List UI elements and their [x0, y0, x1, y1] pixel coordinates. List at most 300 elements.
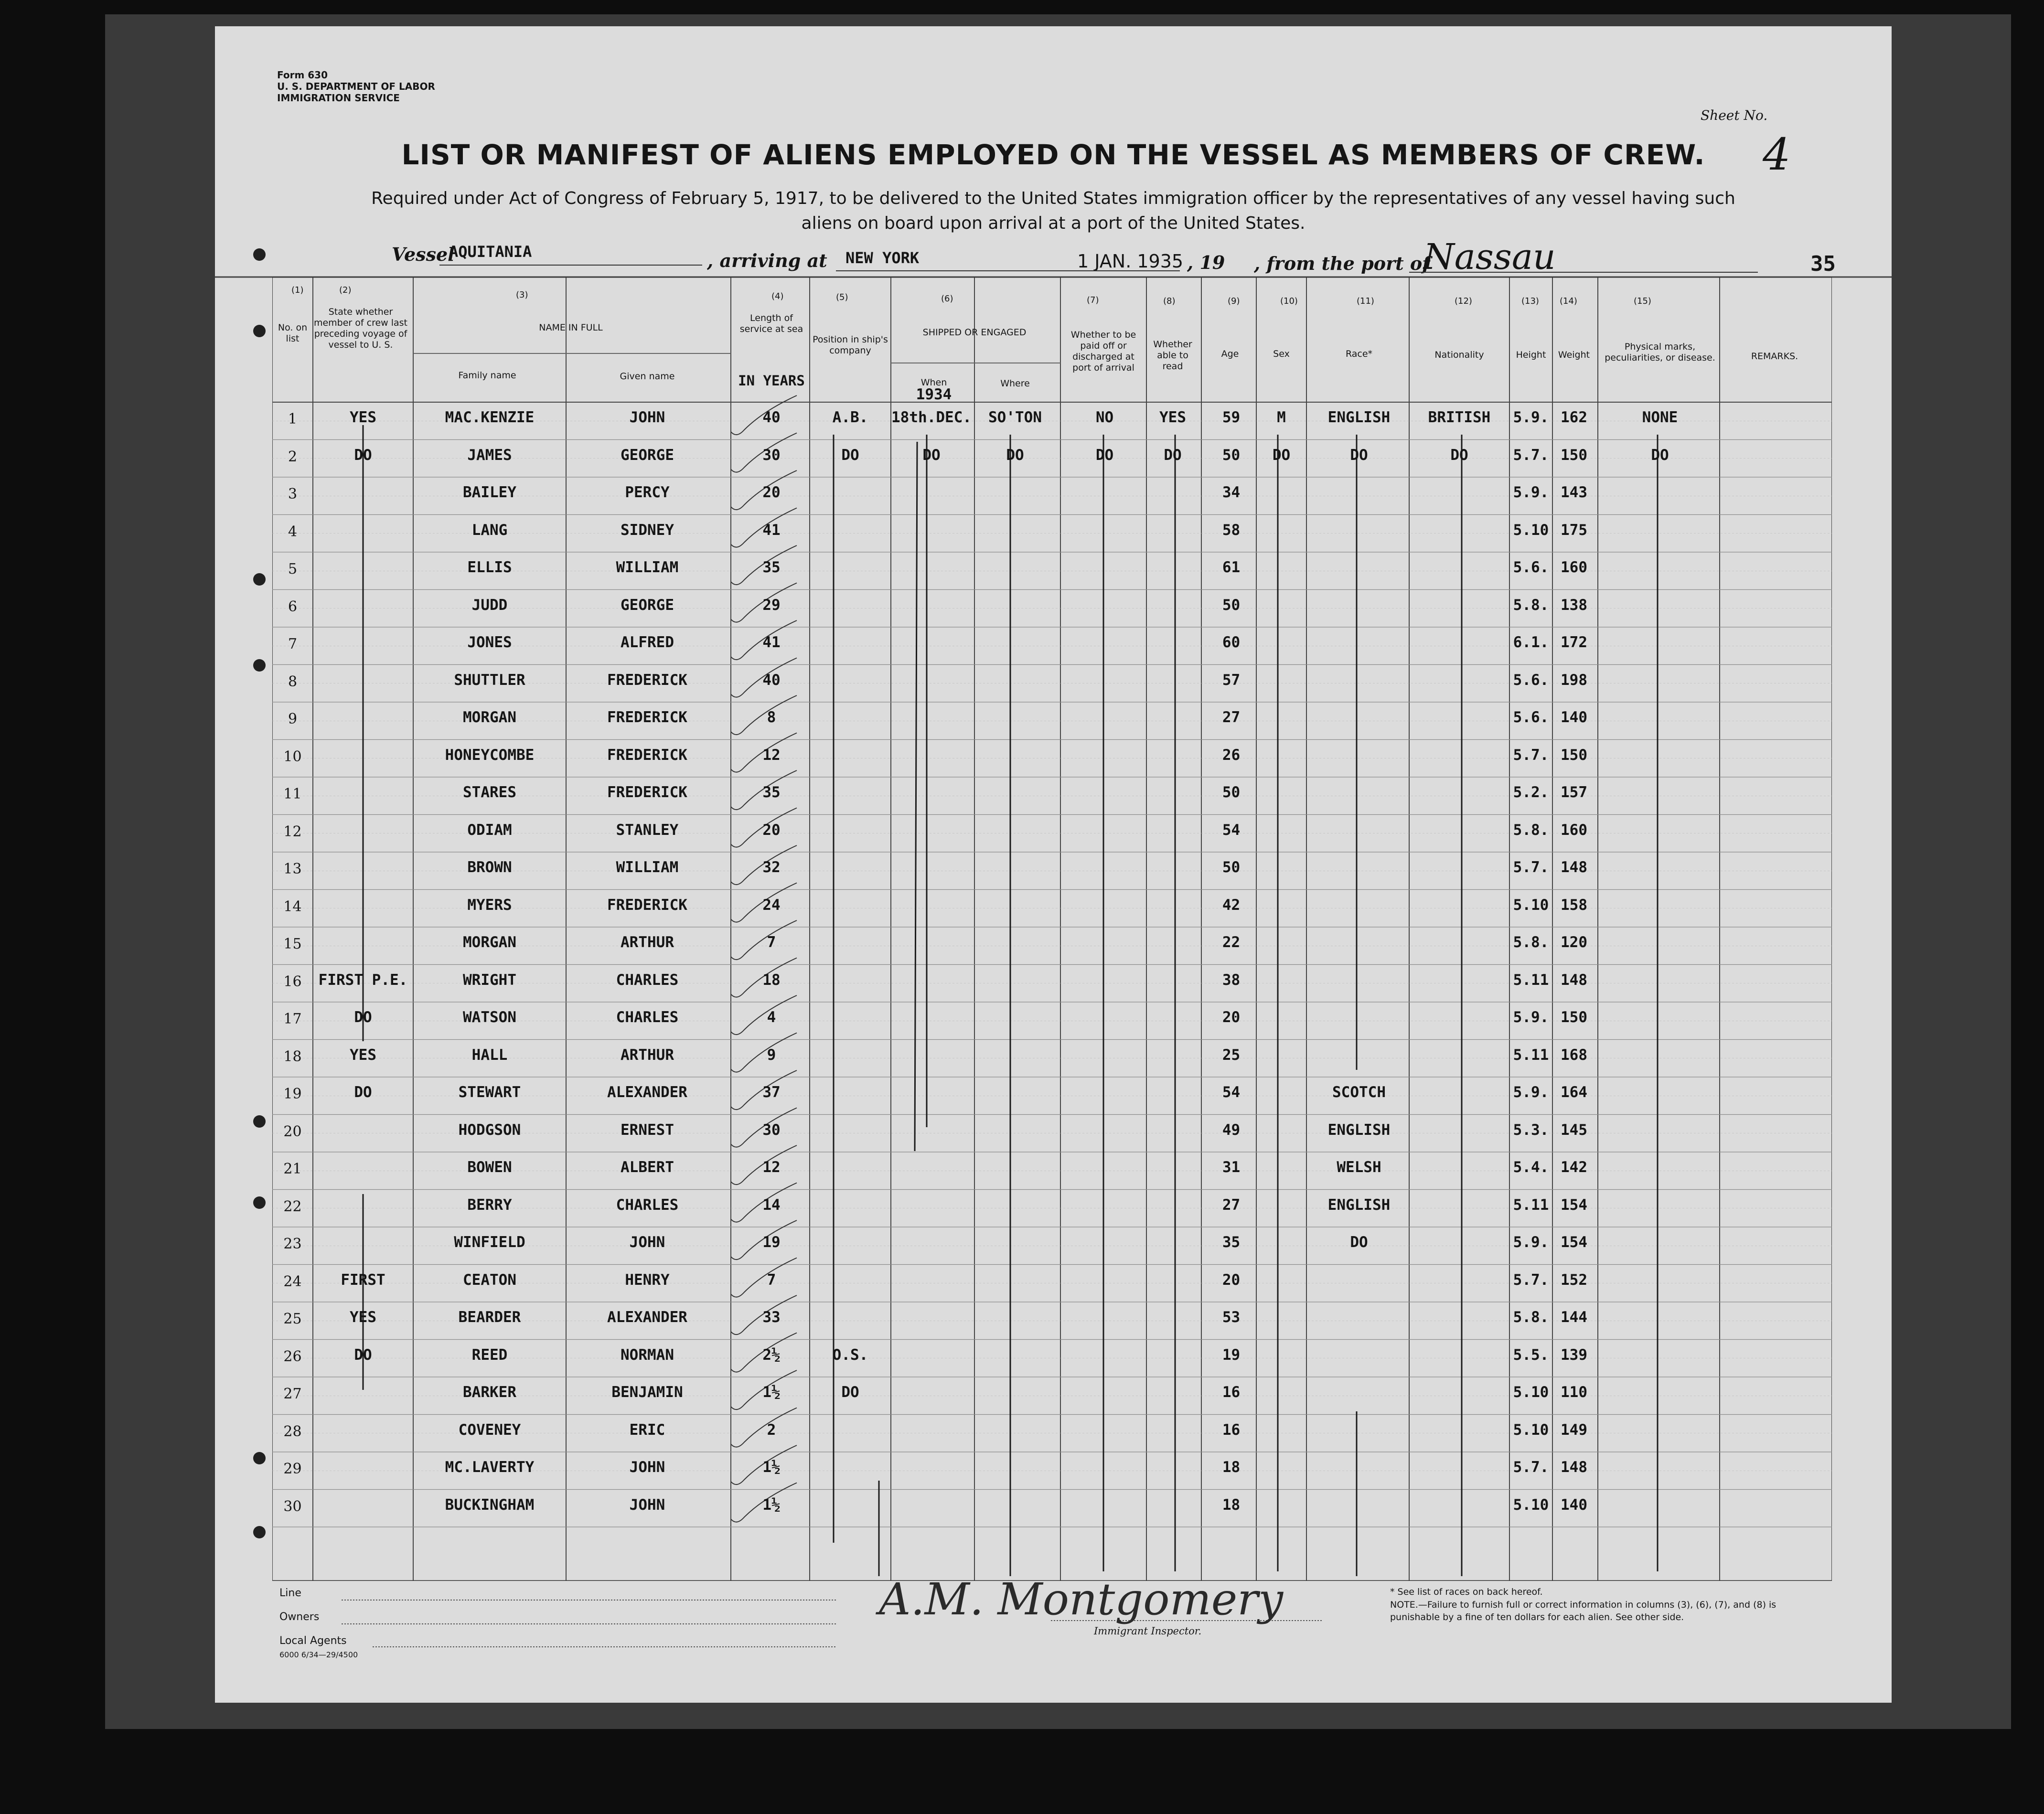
cell-paid: NO: [1095, 409, 1114, 426]
cell-given: NORMAN: [621, 1346, 674, 1364]
cell-family: STEWART: [458, 1084, 521, 1101]
col-num-13: (13): [1521, 296, 1539, 306]
cell-age: 35: [1222, 1234, 1241, 1251]
cell-weight: 164: [1561, 1084, 1587, 1101]
cell-service: 41: [762, 634, 781, 651]
cell-prev: FIRST P.E.: [318, 971, 408, 989]
cell-prev: DO: [354, 1084, 372, 1101]
cell-age: 16: [1222, 1384, 1241, 1401]
header-length-of-service: Length of service at sea: [739, 313, 803, 334]
cell-service: 29: [762, 596, 781, 614]
sheet-number-value: 4: [1763, 129, 1791, 180]
cell-given: CHARLES: [616, 1009, 679, 1026]
cell-where: SO'TON: [988, 409, 1042, 426]
header-position: Position in ship's company: [813, 334, 888, 356]
cell-sex: DO: [1272, 446, 1291, 464]
header-given-name: Given name: [620, 371, 675, 382]
header-name-in-full: NAME IN FULL: [539, 322, 603, 333]
manifest-sheet: [215, 26, 1892, 1703]
cell-age: 54: [1222, 821, 1241, 839]
cell-given: FREDERICK: [607, 671, 687, 689]
col-num-8: (8): [1163, 296, 1176, 306]
row-number: 28: [283, 1423, 302, 1440]
cell-age: 59: [1222, 409, 1241, 426]
cell-weight: 160: [1561, 821, 1587, 839]
cell-weight: 162: [1561, 409, 1587, 426]
vessel-name: AQUITANIA: [449, 243, 532, 261]
row-number: 23: [283, 1236, 302, 1252]
cell-age: 34: [1222, 484, 1241, 501]
cell-given: FREDERICK: [607, 746, 687, 764]
cell-age: 60: [1222, 634, 1241, 651]
header-race: Race*: [1345, 349, 1373, 359]
cell-family: MAC.KENZIE: [445, 409, 535, 426]
cell-when: 18th.DEC.: [891, 409, 972, 426]
cell-height: 5.4.: [1513, 1159, 1549, 1176]
cell-weight: 144: [1561, 1309, 1587, 1326]
inspector-signature: A.M. Montgomery: [879, 1574, 1284, 1625]
cell-height: 5.6.: [1513, 671, 1549, 689]
cell-position: DO: [841, 446, 859, 464]
col-num-1: (1): [291, 285, 304, 295]
row-number: 22: [283, 1198, 302, 1215]
cell-given: FREDERICK: [607, 709, 687, 726]
vessel-label: Vessel: [392, 244, 455, 265]
cell-service: 32: [762, 859, 781, 876]
cell-service: 2½: [762, 1346, 781, 1364]
header-nationality: Nationality: [1434, 350, 1484, 360]
from-port: Nassau: [1423, 236, 1556, 277]
row-number: 29: [283, 1461, 302, 1477]
cell-given: FREDERICK: [607, 896, 687, 914]
cell-weight: 140: [1561, 709, 1587, 726]
cell-given: GEORGE: [621, 596, 674, 614]
row-number: 26: [283, 1348, 302, 1365]
cell-age: 20: [1222, 1271, 1241, 1289]
cell-height: 5.10: [1513, 896, 1549, 914]
cell-height: 5.8.: [1513, 821, 1549, 839]
cell-position: A.B.: [832, 409, 868, 426]
cell-prev: FIRST: [341, 1271, 385, 1289]
cell-height: 5.7.: [1513, 1271, 1549, 1289]
service-name: IMMIGRATION SERVICE: [277, 92, 400, 104]
cell-weight: 148: [1561, 859, 1587, 876]
cell-height: 5.7.: [1513, 1459, 1549, 1476]
header-no-on-list: No. on list: [278, 322, 308, 344]
row-number: 9: [288, 711, 298, 727]
col-num-11: (11): [1357, 296, 1374, 306]
cell-age: 26: [1222, 746, 1241, 764]
cell-given: HENRY: [625, 1271, 670, 1289]
cell-race: DO: [1350, 1234, 1368, 1251]
header-family-name: Family name: [458, 370, 516, 381]
cell-height: 5.6.: [1513, 559, 1549, 576]
header-previous-voyage: State whether member of crew last preceding voyage of vessel to U. S.: [313, 307, 408, 350]
cell-family: ELLIS: [467, 559, 512, 576]
row-number: 15: [283, 936, 302, 952]
cell-service: 1½: [762, 1496, 781, 1514]
cell-family: CEATON: [463, 1271, 516, 1289]
header-age: Age: [1221, 349, 1239, 359]
cell-service: 2: [767, 1421, 776, 1439]
cell-where: DO: [1006, 446, 1024, 464]
cell-service: 20: [762, 821, 781, 839]
cell-age: 50: [1222, 784, 1241, 801]
cell-given: ALBERT: [621, 1159, 674, 1176]
cell-age: 50: [1222, 859, 1241, 876]
cell-family: WATSON: [463, 1009, 516, 1026]
cell-height: 5.7.: [1513, 859, 1549, 876]
cell-service: 12: [762, 1159, 781, 1176]
document-title: LIST OR MANIFEST OF ALIENS EMPLOYED ON THE VESSEL AS MEMBERS OF CREW.: [401, 139, 1705, 171]
arriving-port: NEW YORK: [845, 249, 920, 267]
cell-prev: DO: [354, 1346, 372, 1364]
cell-height: 5.11: [1513, 971, 1549, 989]
cell-weight: 148: [1561, 1459, 1587, 1476]
cell-height: 5.11: [1513, 1046, 1549, 1064]
cell-age: 49: [1222, 1121, 1241, 1139]
cell-age: 50: [1222, 596, 1241, 614]
cell-age: 16: [1222, 1421, 1241, 1439]
cell-height: 5.8.: [1513, 1309, 1549, 1326]
year-label: , 19: [1187, 252, 1225, 273]
cell-given: ARTHUR: [621, 1046, 674, 1064]
cell-weight: 149: [1561, 1421, 1587, 1439]
row-number: 10: [283, 748, 302, 765]
cell-prev: YES: [350, 409, 376, 426]
cell-race: SCOTCH: [1332, 1084, 1386, 1101]
cell-age: 22: [1222, 934, 1241, 951]
footnote-races: * See list of races on back hereof.: [1390, 1587, 1543, 1597]
row-number: 25: [283, 1311, 302, 1327]
cell-age: 50: [1222, 446, 1241, 464]
cell-height: 5.10: [1513, 521, 1549, 539]
cell-service: 9: [767, 1046, 776, 1064]
col-num-7: (7): [1087, 295, 1099, 305]
header-shipped-engaged: SHIPPED OR ENGAGED: [922, 327, 1027, 338]
cell-service: 37: [762, 1084, 781, 1101]
service-unit: IN YEARS: [738, 373, 805, 389]
sheet-number-label: Sheet No.: [1701, 107, 1768, 123]
cell-marks: DO: [1651, 446, 1669, 464]
cell-weight: 150: [1561, 446, 1587, 464]
cell-height: 5.11: [1513, 1196, 1549, 1214]
cell-weight: 148: [1561, 971, 1587, 989]
cell-prev: YES: [350, 1309, 376, 1326]
row-number: 18: [283, 1048, 302, 1065]
header-where: Where: [1000, 378, 1030, 389]
cell-race: WELSH: [1337, 1159, 1381, 1176]
cell-given: SIDNEY: [621, 521, 674, 539]
cell-service: 30: [762, 1121, 781, 1139]
cell-family: BOWEN: [467, 1159, 512, 1176]
header-height: Height: [1516, 350, 1546, 360]
cell-service: 24: [762, 896, 781, 914]
cell-weight: 160: [1561, 559, 1587, 576]
form-number: Form 630: [277, 69, 328, 81]
cell-family: BERRY: [467, 1196, 512, 1214]
cell-height: 6.1.: [1513, 634, 1549, 651]
cell-weight: 139: [1561, 1346, 1587, 1364]
cell-service: 1½: [762, 1384, 781, 1401]
row-number: 7: [288, 636, 298, 652]
cell-service: 35: [762, 784, 781, 801]
cell-family: ODIAM: [467, 821, 512, 839]
cell-height: 5.9.: [1513, 1234, 1549, 1251]
cell-sex: M: [1277, 409, 1286, 426]
cell-read: YES: [1159, 409, 1186, 426]
cell-age: 38: [1222, 971, 1241, 989]
cell-age: 61: [1222, 559, 1241, 576]
cell-marks: NONE: [1642, 409, 1678, 426]
row-number: 14: [283, 898, 302, 915]
cell-height: 5.5.: [1513, 1346, 1549, 1364]
cell-weight: 138: [1561, 596, 1587, 614]
cell-family: HONEYCOMBE: [445, 746, 535, 764]
cell-age: 42: [1222, 896, 1241, 914]
cell-weight: 154: [1561, 1196, 1587, 1214]
cell-height: 5.9.: [1513, 484, 1549, 501]
cell-age: 25: [1222, 1046, 1241, 1064]
cell-service: 41: [762, 521, 781, 539]
cell-weight: 140: [1561, 1496, 1587, 1514]
owners-label: Owners: [279, 1611, 320, 1623]
cell-weight: 175: [1561, 521, 1587, 539]
cell-read: DO: [1164, 446, 1182, 464]
cell-family: WINFIELD: [454, 1234, 525, 1251]
cell-family: MORGAN: [463, 709, 516, 726]
cell-family: JUDD: [471, 596, 508, 614]
line-label: Line: [279, 1587, 301, 1599]
header-able-to-read: Whether able to read: [1153, 339, 1192, 372]
cell-height: 5.10: [1513, 1384, 1549, 1401]
row-number: 19: [283, 1086, 302, 1102]
cell-age: 18: [1222, 1459, 1241, 1476]
cell-service: 35: [762, 559, 781, 576]
cell-height: 5.9.: [1513, 409, 1549, 426]
cell-weight: 143: [1561, 484, 1587, 501]
cell-given: GEORGE: [621, 446, 674, 464]
cell-weight: 154: [1561, 1234, 1587, 1251]
row-number: 4: [288, 523, 298, 540]
inspector-label: Immigrant Inspector.: [1094, 1625, 1202, 1637]
cell-service: 40: [762, 409, 781, 426]
cell-family: REED: [471, 1346, 508, 1364]
row-number: 13: [283, 861, 302, 877]
cell-family: STARES: [463, 784, 516, 801]
year-suffix: 35: [1810, 252, 1836, 276]
cell-family: BEARDER: [458, 1309, 521, 1326]
cell-family: BUCKINGHAM: [445, 1496, 535, 1514]
cell-given: WILLIAM: [616, 559, 679, 576]
arriving-label: , arriving at: [707, 250, 827, 271]
row-number: 17: [283, 1011, 302, 1027]
cell-service: 14: [762, 1196, 781, 1214]
cell-given: ARTHUR: [621, 934, 674, 951]
cell-weight: 150: [1561, 746, 1587, 764]
footnote-penalty: NOTE.—Failure to furnish full or correct information in columns (3), (6), (7), and (8) is punishable by a fine of ten dollars for each alien. See other side.: [1390, 1600, 1776, 1622]
cell-given: WILLIAM: [616, 859, 679, 876]
cell-family: HODGSON: [458, 1121, 521, 1139]
cell-service: 20: [762, 484, 781, 501]
cell-age: 18: [1222, 1496, 1241, 1514]
cell-weight: 150: [1561, 1009, 1587, 1026]
cell-weight: 120: [1561, 934, 1587, 951]
cell-height: 5.8.: [1513, 934, 1549, 951]
row-number: 11: [283, 786, 302, 802]
cell-service: 30: [762, 446, 781, 464]
cell-service: 33: [762, 1309, 781, 1326]
row-number: 5: [288, 561, 298, 577]
col-num-9: (9): [1228, 296, 1240, 306]
cell-given: JOHN: [629, 1234, 665, 1251]
cell-height: 5.10: [1513, 1496, 1549, 1514]
cell-prev: DO: [354, 1009, 372, 1026]
row-number: 6: [288, 598, 298, 615]
cell-family: BARKER: [463, 1384, 516, 1401]
cell-given: CHARLES: [616, 1196, 679, 1214]
cell-given: ALEXANDER: [607, 1309, 687, 1326]
row-number: 16: [283, 973, 302, 990]
col-num-6: (6): [941, 294, 953, 304]
cell-age: 19: [1222, 1346, 1241, 1364]
cell-race: DO: [1350, 446, 1368, 464]
row-number: 1: [288, 411, 298, 427]
cell-given: JOHN: [629, 1459, 665, 1476]
col-num-4: (4): [771, 291, 784, 301]
cell-age: 27: [1222, 709, 1241, 726]
cell-given: ERIC: [629, 1421, 665, 1439]
cell-service: 19: [762, 1234, 781, 1251]
cell-position: O.S.: [832, 1346, 868, 1364]
col-num-5: (5): [836, 292, 848, 302]
cell-height: 5.9.: [1513, 1084, 1549, 1101]
cell-service: 18: [762, 971, 781, 989]
header-sex: Sex: [1273, 349, 1290, 359]
footer-rules: [215, 26, 1892, 1703]
cell-family: MYERS: [467, 896, 512, 914]
row-number: 20: [283, 1123, 302, 1140]
cell-weight: 172: [1561, 634, 1587, 651]
cell-nationality: DO: [1450, 446, 1468, 464]
row-number: 12: [283, 823, 302, 840]
cell-age: 27: [1222, 1196, 1241, 1214]
cell-service: 12: [762, 746, 781, 764]
shipped-year: 1934: [916, 386, 952, 403]
department-name: U. S. DEPARTMENT OF LABOR: [277, 81, 435, 92]
col-num-15: (15): [1634, 296, 1651, 306]
header-when: When: [920, 377, 947, 388]
cell-service: 8: [767, 709, 776, 726]
row-number: 2: [288, 448, 298, 465]
cell-race: ENGLISH: [1327, 409, 1391, 426]
cell-weight: 152: [1561, 1271, 1587, 1289]
col-num-12: (12): [1455, 296, 1472, 306]
cell-age: 57: [1222, 671, 1241, 689]
row-number: 3: [288, 486, 298, 502]
print-code: 6000 6/34—29/4500: [279, 1650, 358, 1659]
row-number: 24: [283, 1273, 302, 1290]
cell-position: DO: [841, 1384, 859, 1401]
cell-family: JAMES: [467, 446, 512, 464]
cell-given: FREDERICK: [607, 784, 687, 801]
cell-weight: 110: [1561, 1384, 1587, 1401]
cell-service: 1½: [762, 1459, 781, 1476]
cell-when: DO: [922, 446, 941, 464]
cell-given: BENJAMIN: [611, 1384, 683, 1401]
cell-height: 5.9.: [1513, 1009, 1549, 1026]
cell-given: CHARLES: [616, 971, 679, 989]
cell-service: 7: [767, 934, 776, 951]
cell-family: HALL: [471, 1046, 508, 1064]
row-number: 21: [283, 1161, 302, 1177]
cell-family: BAILEY: [463, 484, 516, 501]
cell-service: 7: [767, 1271, 776, 1289]
cell-race: ENGLISH: [1327, 1121, 1391, 1139]
header-weight: Weight: [1558, 350, 1590, 360]
cell-race: ENGLISH: [1327, 1196, 1391, 1214]
cell-paid: DO: [1095, 446, 1114, 464]
cell-age: 54: [1222, 1084, 1241, 1101]
cell-family: MC.LAVERTY: [445, 1459, 535, 1476]
cell-weight: 142: [1561, 1159, 1587, 1176]
from-port-label: , from the port of: [1254, 253, 1430, 274]
cell-given: STANLEY: [616, 821, 679, 839]
cell-height: 5.10: [1513, 1421, 1549, 1439]
cell-given: JOHN: [629, 1496, 665, 1514]
row-number: 27: [283, 1386, 302, 1402]
header-paid-off: Whether to be paid off or discharged at port of arrival: [1070, 330, 1136, 373]
cell-given: PERCY: [625, 484, 670, 501]
col-num-3: (3): [516, 290, 528, 300]
col-num-10: (10): [1280, 296, 1298, 306]
cell-given: JOHN: [629, 409, 665, 426]
row-number: 30: [283, 1498, 302, 1515]
cell-age: 58: [1222, 521, 1241, 539]
cell-height: 5.2.: [1513, 784, 1549, 801]
cell-prev: YES: [350, 1046, 376, 1064]
row-number: 8: [288, 673, 298, 690]
local-agents-label: Local Agents: [279, 1635, 347, 1647]
cell-family: JONES: [467, 634, 512, 651]
cell-height: 5.7.: [1513, 746, 1549, 764]
cell-family: MORGAN: [463, 934, 516, 951]
document-subtitle: Required under Act of Congress of February 5, 1917, to be delivered to the United States immigration officer by the representatives of any vessel having such aliens on board upon arrival at a port of the United States.: [371, 189, 1735, 233]
cell-given: ALFRED: [621, 634, 674, 651]
cell-height: 5.3.: [1513, 1121, 1549, 1139]
col-num-14: (14): [1560, 296, 1577, 306]
cell-height: 5.7.: [1513, 446, 1549, 464]
cell-weight: 168: [1561, 1046, 1587, 1064]
cell-height: 5.6.: [1513, 709, 1549, 726]
cell-given: ERNEST: [621, 1121, 674, 1139]
cell-weight: 145: [1561, 1121, 1587, 1139]
cell-age: 53: [1222, 1309, 1241, 1326]
cell-age: 20: [1222, 1009, 1241, 1026]
cell-weight: 157: [1561, 784, 1587, 801]
cell-family: SHUTTLER: [454, 671, 525, 689]
cell-age: 31: [1222, 1159, 1241, 1176]
cell-family: WRIGHT: [463, 971, 516, 989]
header-remarks: REMARKS.: [1751, 351, 1798, 362]
cell-height: 5.8.: [1513, 596, 1549, 614]
cell-weight: 198: [1561, 671, 1587, 689]
col-num-2: (2): [339, 285, 352, 295]
cell-family: LANG: [471, 521, 508, 539]
cell-family: COVENEY: [458, 1421, 521, 1439]
cell-nationality: BRITISH: [1428, 409, 1491, 426]
cell-prev: DO: [354, 446, 372, 464]
